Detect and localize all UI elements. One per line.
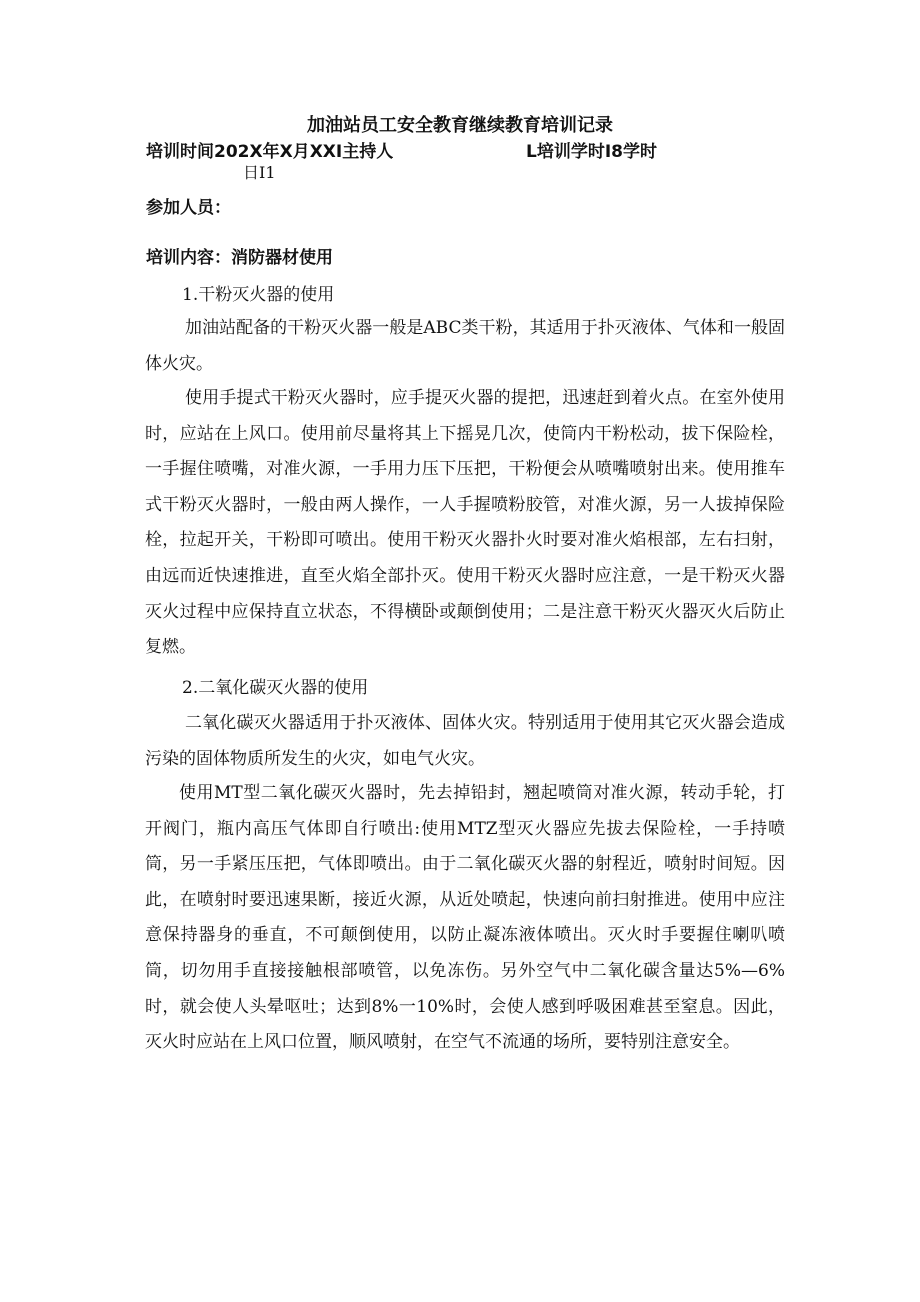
section-heading-dry-powder: 1.干粉灭火器的使用 [182, 285, 335, 305]
paragraph: 使用MT型二氧化碳灭火器时，先去掉铅封，翘起喷筒对准火源，转动手轮，打开阀门，瓶内高压气体即自行喷出:使用MTZ型灭火器应先拔去保险栓，一手持喷筒，另一手紧压压把，气体即喷出。由于二氧化碳灭火器的射程近，喷射时间短。因此，在喷射时要迅速果断，接近火源，从近处喷起，快速向前扫射推进。使用中应注意保持器身的垂直，不可颠倒使用，以防止凝冻液体喷出。灭火时手要握住喇叭喷筒，切勿用手直接接触根部喷管，以免冻伤。另外空气中二氧化碳含量达5%—6%时，就会使人头晕呕吐；达到8%一10%时，会使人感到呼吸困难甚至窒息。因此，灭火时应站在上风口位置，顺风喷射，在空气不流通的场所，要特别注意安全。 [145, 783, 785, 1053]
section-heading-co2: 2.二氧化碳灭火器的使用 [182, 678, 369, 698]
training-hours: L培训学时I8学时 [526, 142, 657, 162]
paragraph: 二氧化碳灭火器适用于扑灭液体、固体火灾。特别适用于使用其它灭火器会造成污染的固体物质所发生的火灾，如电气火灾。 [145, 713, 785, 769]
attendees-label: 参加人员： [146, 198, 231, 218]
paragraph: 使用手提式干粉灭火器时，应手提灭火器的提把，迅速赶到着火点。在室外使用时，应站在上风口。使用前尽量将其上下摇晃几次，使筒内干粉松动，拔下保险栓，一手握住喷嘴，对准火源，一手用力压下压把，干粉便会从喷嘴喷射出来。使用推车式干粉灭火器时，一般由两人操作，一人手握喷粉胶管，对准火源，另一人拔掉保险栓，拉起开关，干粉即可喷出。使用干粉灭火器扑火时要对准火焰根部，左右扫射，由远而近快速推进，直至火焰全部扑灭。使用干粉灭火器时应注意，一是干粉灭火器灭火过程中应保持直立状态，不得横卧或颠倒使用；二是注意干粉灭火器灭火后防止复燃。 [145, 388, 785, 658]
training-time-host: 培训时间202X年X月XXI主持人 [146, 142, 394, 162]
training-content-label: 培训内容：消防器材使用 [146, 248, 333, 268]
paragraph: 加油站配备的干粉灭火器一般是ABC类干粉，其适用于扑灭液体、气体和一般固体火灾。 [145, 318, 785, 374]
document-title: 加油站员工安全教育继续教育培训记录 [307, 115, 613, 136]
training-date-suffix: 日I1 [243, 163, 276, 182]
